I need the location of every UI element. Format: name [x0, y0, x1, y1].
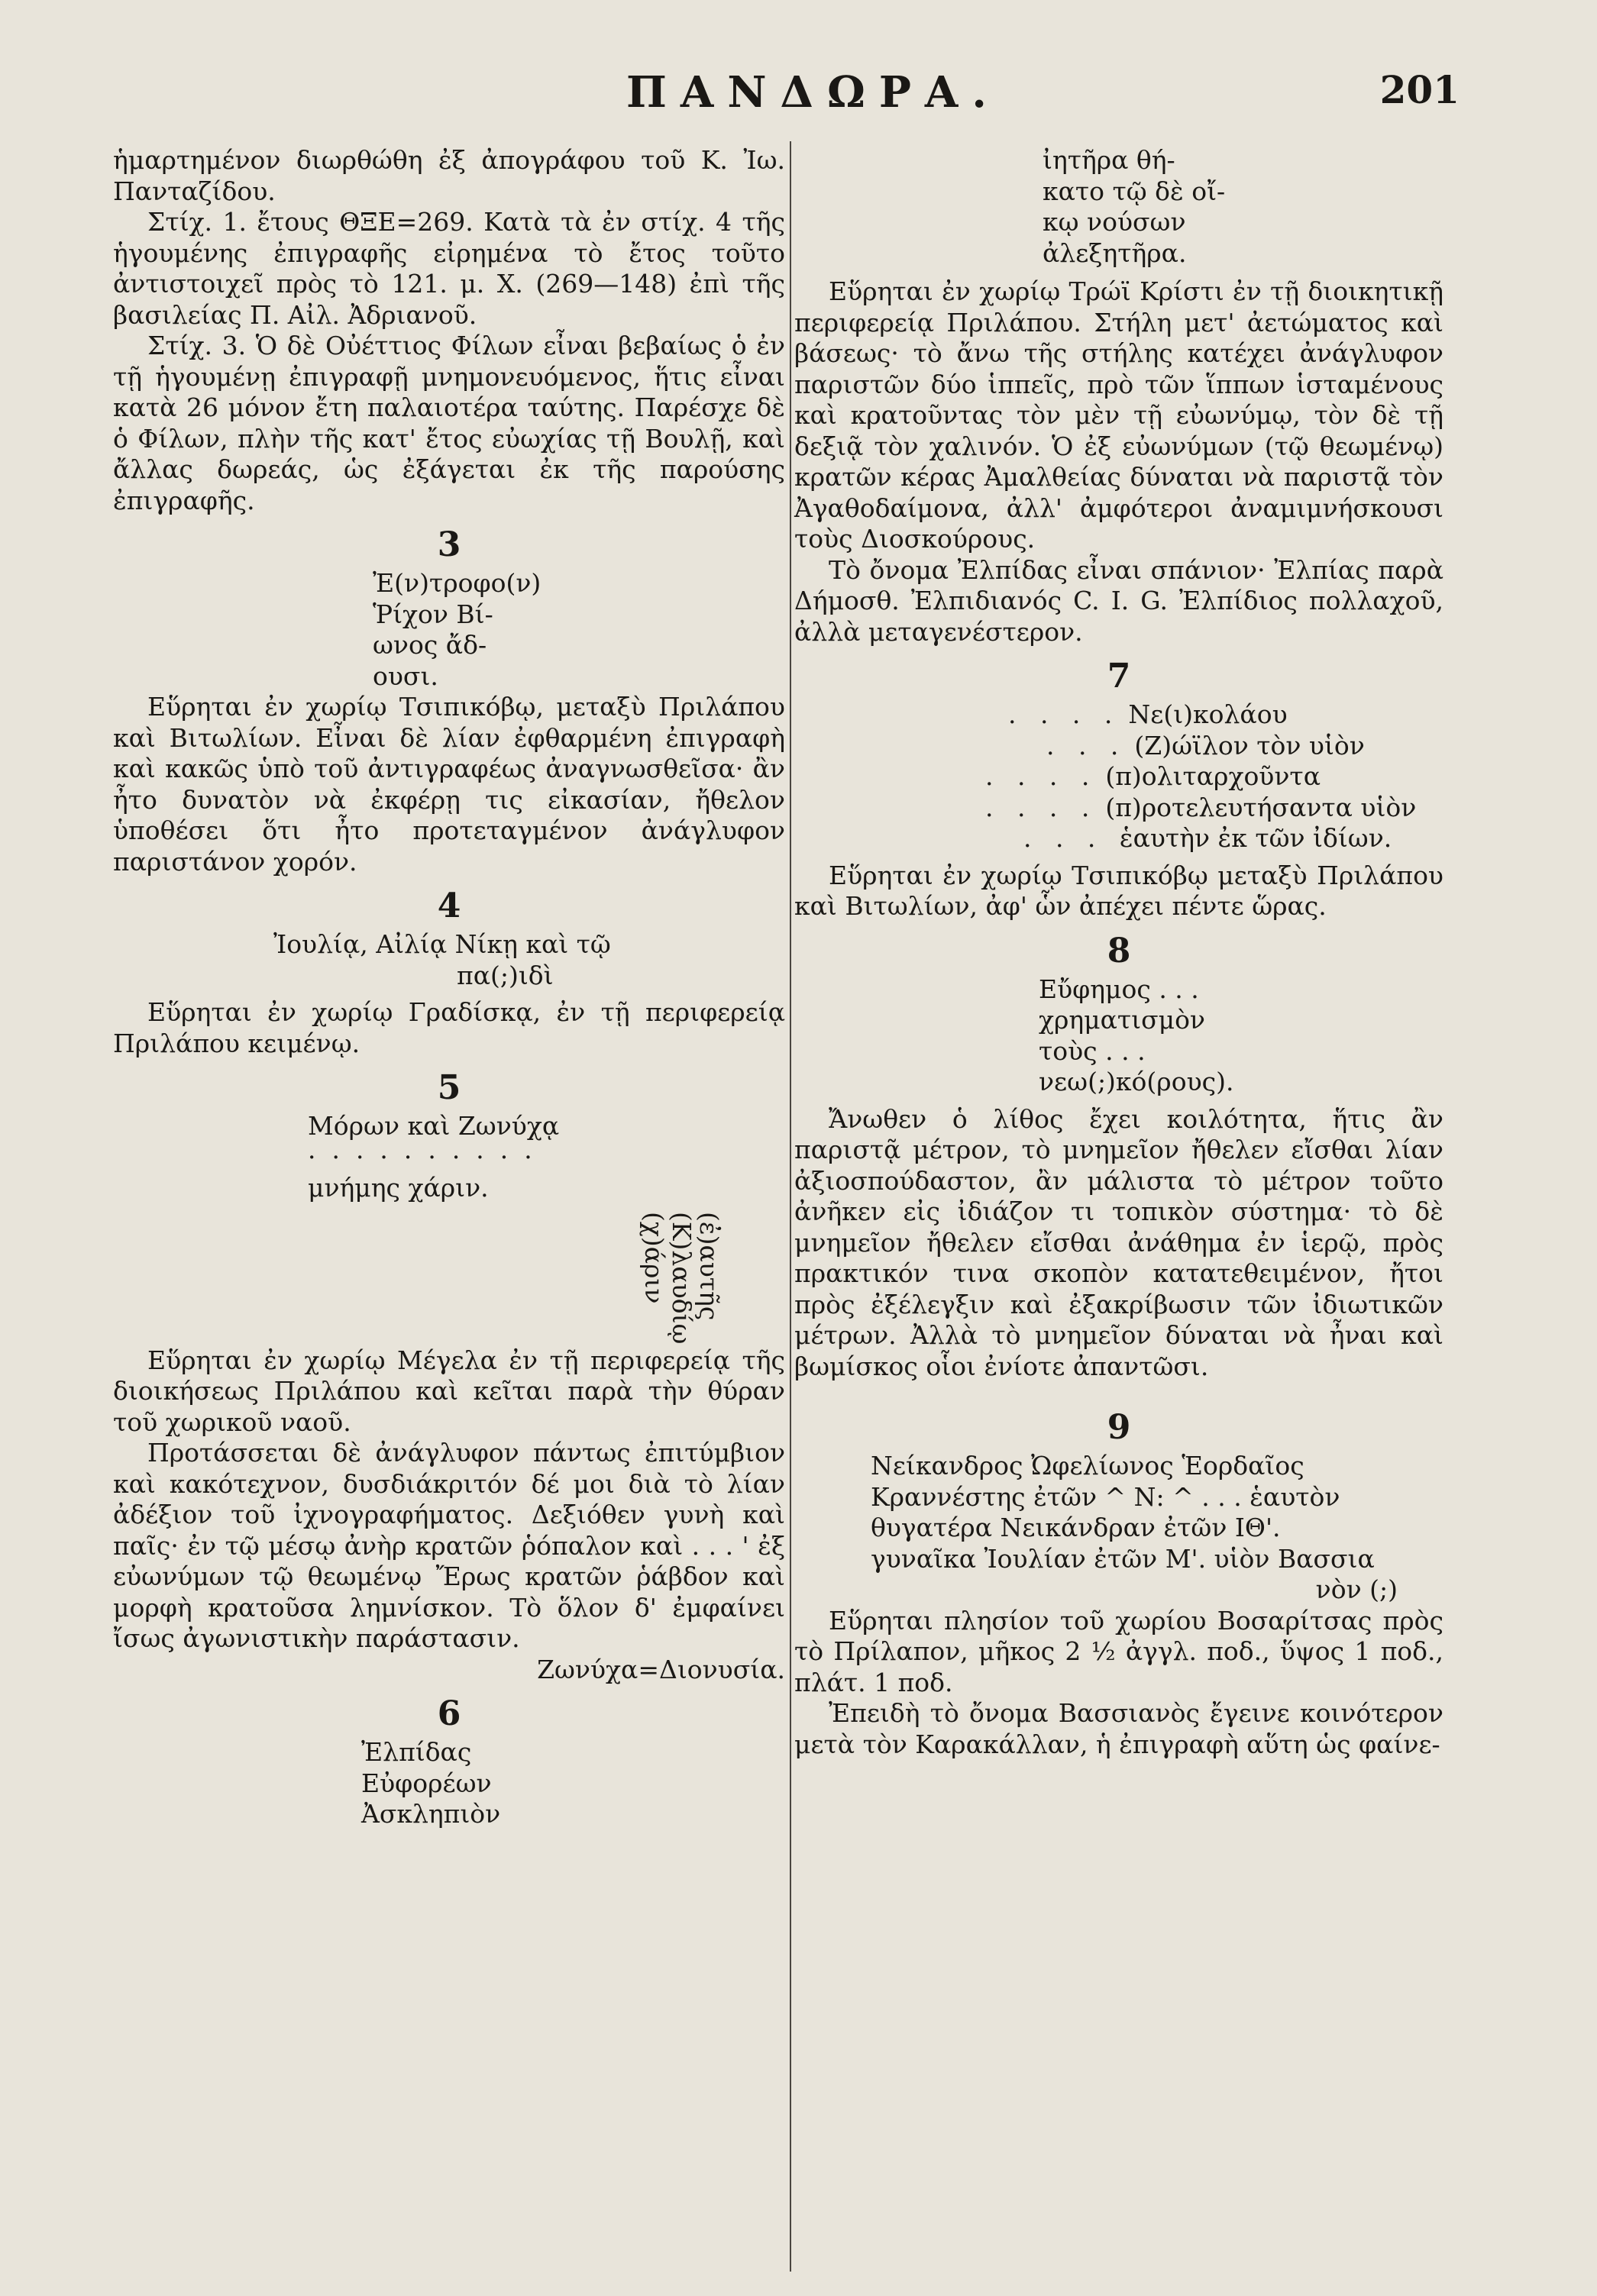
inscription-line: . . . . (π)ολιταρχοῦντα	[985, 761, 1321, 791]
inscription-line: ἀλεξητῆρα.	[1043, 237, 1187, 268]
inscription-line: Ἐ(ν)τροφο(ν)	[373, 568, 541, 598]
journal-title: ΠΑΝΔΩΡΑ.	[626, 67, 1001, 118]
inscription-line: πα(;)ιδὶ	[457, 960, 554, 990]
inscription-text	[113, 929, 785, 991]
paragraph: Ἄνωθεν ὁ λίθος ἔχει κοιλότητα, ἥτις ἂν παριστᾷ μέτρον, τὸ μνημεῖον ἤθελεν εἴσθαι λίαν ἀξιοσπούδαστον, ἂν μάλιστα τὸ μέτρον τοῦτο ἀνῆκεν εἰς ἰδιάζον τι τοπικὸν σύστημα· τὸ δὲ μνημεῖον ἤθελεν εἴσθαι ἀνάθημα ἐν ἱερῷ, πρὸς πρακτικόν τινα σκοπὸν κατατεθειμένον, ἤτοι πρὸς ἐξέλεγξιν καὶ ἐξακρίβωσιν τῶν ἰδιωτικῶν μέτρων. Ἀλλὰ τὸ μνημεῖον δύναται νὰ ἦναι καὶ βωμίσκος οἷοι ἐνίοτε ἀπαντῶσι.	[794, 1103, 1443, 1381]
inscription-text	[373, 568, 785, 692]
inscription-text	[1043, 145, 1443, 269]
inscription-line: Κραννέστης ἐτῶν ^ Ν: ^ . . . ἑαυτὸν	[871, 1481, 1340, 1512]
left-column	[113, 145, 785, 1830]
inscription-line: . . . . (π)ροτελευτήσαντα υἱὸν	[985, 792, 1417, 822]
inscription-line: Εὐφορέων	[361, 1768, 492, 1798]
inscription-line: (Κ)λαυδίῳ	[667, 1211, 697, 1344]
inscription-line: ἰητῆρα θή-	[1043, 145, 1175, 175]
paragraph: Τὸ ὄνομα Ἐλπίδας εἶναι σπάνιον· Ἐλπίας παρὰ Δήμοσθ. Ἐλπιδιανός C. I. G. Ἐλπίδιος πολλαχοῦ, ἀλλὰ μεταγενέστερον.	[794, 554, 1443, 647]
paragraph: Εὕρηται ἐν χωρίῳ Τρώϊ Κρίστι ἐν τῇ διοικητικῇ περιφερείᾳ Πριλάπου. Στήλη μετ' ἀετώματος καὶ βάσεως· τὸ ἄνω τῆς στήλης κατέχει ἀνάγλυφον παριστῶν δύο ἱππεῖς, πρὸ τῶν ἵππων ἱσταμένους καὶ κρατοῦντας τὸν μὲν τῇ εὐωνύμῳ, τὸν δὲ τῇ δεξιᾷ τὸν χαλινόν. Ὁ ἐξ εὐωνύμων (τῷ θεωμένῳ) κρατῶν κέρας Ἀμαλθείας δύναται νὰ παριστᾷ τὸν Ἀγαθοδαίμονα, ἀλλ' ἀμφότεροι ἀναμιμνήσκουσι τοὺς Διοσκούρους.	[794, 276, 1443, 554]
paragraph: Στίχ. 1. ἔτους ΘΞΕ=269. Κατὰ τὰ ἐν στίχ. 4 τῆς ἡγουμένης ἐπιγραφῆς εἰρημένα τὸ ἔτος τοῦτο ἀντιστοιχεῖ πρὸς τὸ 121. μ. Χ. (269—148) ἐπὶ τῆς βασιλείας Π. Αἰλ. Ἀδριανοῦ.	[113, 207, 785, 330]
right-column	[794, 145, 1443, 1760]
paragraph: Εὕρηται ἐν χωρίῳ Τσιπικόβῳ μεταξὺ Πριλάπου καὶ Βιτωλίων, ἀφ' ὧν ἀπέχει πέντε ὥρας.	[794, 860, 1443, 921]
inscription-text	[985, 699, 1443, 854]
vertical-lines	[640, 1212, 723, 1344]
inscription-line: Ἰουλίᾳ, Αἰλίᾳ Νίκῃ καὶ τῷ	[273, 929, 611, 959]
vertical-inscription	[113, 1204, 785, 1345]
inscription-number: 4	[437, 886, 461, 925]
inscription-line: . . . . Νε(ι)κολάου	[1008, 699, 1288, 729]
inscription-line: Νείκανδρος Ὠφελίωνος Ἑορδαῖος	[871, 1451, 1304, 1481]
paragraph: Στίχ. 3. Ὁ δὲ Οὐέττιος Φίλων εἶναι βεβαίως ὁ ἐν τῇ ἡγουμένῃ ἐπιγραφῇ μνημονευόμενος, ἥτις εἶναι κατὰ 26 μόνον ἔτη παλαιοτέρα ταύτης. Παρέσχε δὲ ὁ Φίλων, πλὴν τῆς κατ' ἔτος εὐωχίας τῇ Βουλῇ, καὶ ἄλλας δωρεάς, ὡς ἐξάγεται ἐκ τῆς παρούσης ἐπιγραφῆς.	[113, 331, 785, 515]
inscription-number: 7	[1107, 657, 1131, 696]
paragraph: ἡμαρτημένον διωρθώθη ἐξ ἀπογράφου τοῦ Κ. Ἰω. Πανταζίδου.	[113, 145, 785, 206]
paragraph: Εὕρηται πλησίον τοῦ χωρίου Βοσαρίτσας πρὸς τὸ Πρίλαπον, μῆκος 2 ½ ἀγγλ. ποδ., ὕψος 1 ποδ., πλάτ. 1 ποδ.	[794, 1605, 1443, 1697]
inscription-line: νὸν (;)	[1315, 1574, 1398, 1604]
inscription-line: κῳ νούσων	[1043, 207, 1186, 237]
inscription-text	[361, 1737, 785, 1830]
inscription-line: νεω(;)κό(ρους).	[1039, 1067, 1234, 1096]
paragraph: Εὕρηται ἐν χωρίῳ Γραδίσκᾳ, ἐν τῇ περιφερείᾳ Πριλάπου κειμένῳ.	[113, 997, 785, 1058]
inscription-line: (χ)άριν	[639, 1211, 669, 1303]
paragraph-tail: Ζωνύχα=Διονυσία.	[537, 1654, 785, 1684]
page-number: 201	[1379, 67, 1460, 112]
page-header	[0, 67, 1597, 136]
inscription-line: κατο τῷ δὲ οἴ-	[1043, 176, 1226, 206]
inscription-line: ωνος ἄδ-	[373, 630, 487, 660]
inscription-number: 9	[1107, 1408, 1131, 1447]
inscription-number: 3	[437, 525, 461, 564]
inscription-line: Μόρων καὶ Ζωνύχᾳ	[308, 1111, 560, 1141]
paragraph: Προτάσσεται δὲ ἀνάγλυφον πάντως ἐπιτύμβιον καὶ κακότεχνον, δυσδιάκριτόν δέ μοι διὰ τὸ λίαν ἀδέξιον τοῦ ἰχνογραφήματος. Δεξιόθεν γυνὴ καὶ παῖς· ἐν τῷ μέσῳ ἀνὴρ κρατῶν ῥόπαλον καὶ . . . ' ἐξ εὐωνύμων τῷ θεωμένῳ Ἔρως κρατῶν ῥάβδον καὶ μορφὴ κρατοῦσα λημνίσκον. Τὸ ὅλον δ' ἐμφαίνει ἴσως ἀγωνιστικὴν παράστασιν.	[113, 1438, 785, 1653]
inscription-line: . . . ἑαυτὴν ἐκ τῶν ἰδίων.	[1023, 823, 1392, 853]
inscription-line: Ἀσκληπιὸν	[361, 1799, 501, 1829]
paragraph: Εὕρηται ἐν χωρίῳ Τσιπικόβῳ, μεταξὺ Πριλάπου καὶ Βιτωλίων. Εἶναι δὲ λίαν ἐφθαρμένη ἐπιγραφὴ καὶ κακῶς ὑπὸ τοῦ ἀντιγραφέως ἀναγνωσθεῖσα· ἂν ἦτο δυνατὸν νὰ ἐκφέρῃ τις εἰκασίαν, ἤθελον ὑποθέσει ὅτι ἦτο προτεταγμένον ἀνάγλυφον παριστάνον χορόν.	[113, 692, 785, 877]
inscription-number: 6	[437, 1694, 461, 1733]
inscription-line: Ῥίχον Βί-	[373, 599, 493, 629]
inscription-number: 8	[1107, 931, 1131, 970]
inscription-line: γυναῖκα Ἰουλίαν ἐτῶν Μ'. υἱὸν Βασσια	[871, 1543, 1375, 1574]
inscription-line: Ἐλπίδας	[361, 1737, 472, 1767]
paragraph: Ἐπειδὴ τὸ ὄνομα Βασσιανὸς ἔγεινε κοινότερον μετὰ τὸν Καρακάλλαν, ἡ ἐπιγραφὴ αὕτη ὡς φαίνε-	[794, 1698, 1443, 1759]
inscription-line: μνήμης χάριν.	[308, 1173, 489, 1203]
inscription-text	[1039, 974, 1443, 1098]
inscription-line: Εὔφημος . . .	[1039, 974, 1199, 1004]
inscription-text	[308, 1111, 785, 1204]
inscription-number: 5	[437, 1068, 461, 1107]
inscription-line: (ἐ)αυτῆς	[694, 1211, 724, 1320]
inscription-line: · · · · · · · · · ·	[308, 1142, 532, 1172]
inscription-line: χρηματισμὸν	[1039, 1005, 1205, 1035]
paragraph: Εὕρηται ἐν χωρίῳ Μέγελα ἐν τῇ περιφερείᾳ τῆς διοικήσεως Πριλάπου καὶ κεῖται παρὰ τὴν θύραν τοῦ χωρικοῦ ναοῦ.	[113, 1345, 785, 1437]
inscription-line: τοὺς . . .	[1039, 1035, 1146, 1066]
inscription-line: θυγατέρα Νεικάνδραν ἐτῶν ΙΘ'.	[871, 1513, 1281, 1542]
inscription-line: ουσι.	[373, 660, 438, 691]
inscription-text	[871, 1451, 1443, 1606]
column-divider	[790, 141, 791, 2272]
inscription-line: . . . (Ζ)ώϊλον τὸν υἱὸν	[1046, 730, 1365, 760]
